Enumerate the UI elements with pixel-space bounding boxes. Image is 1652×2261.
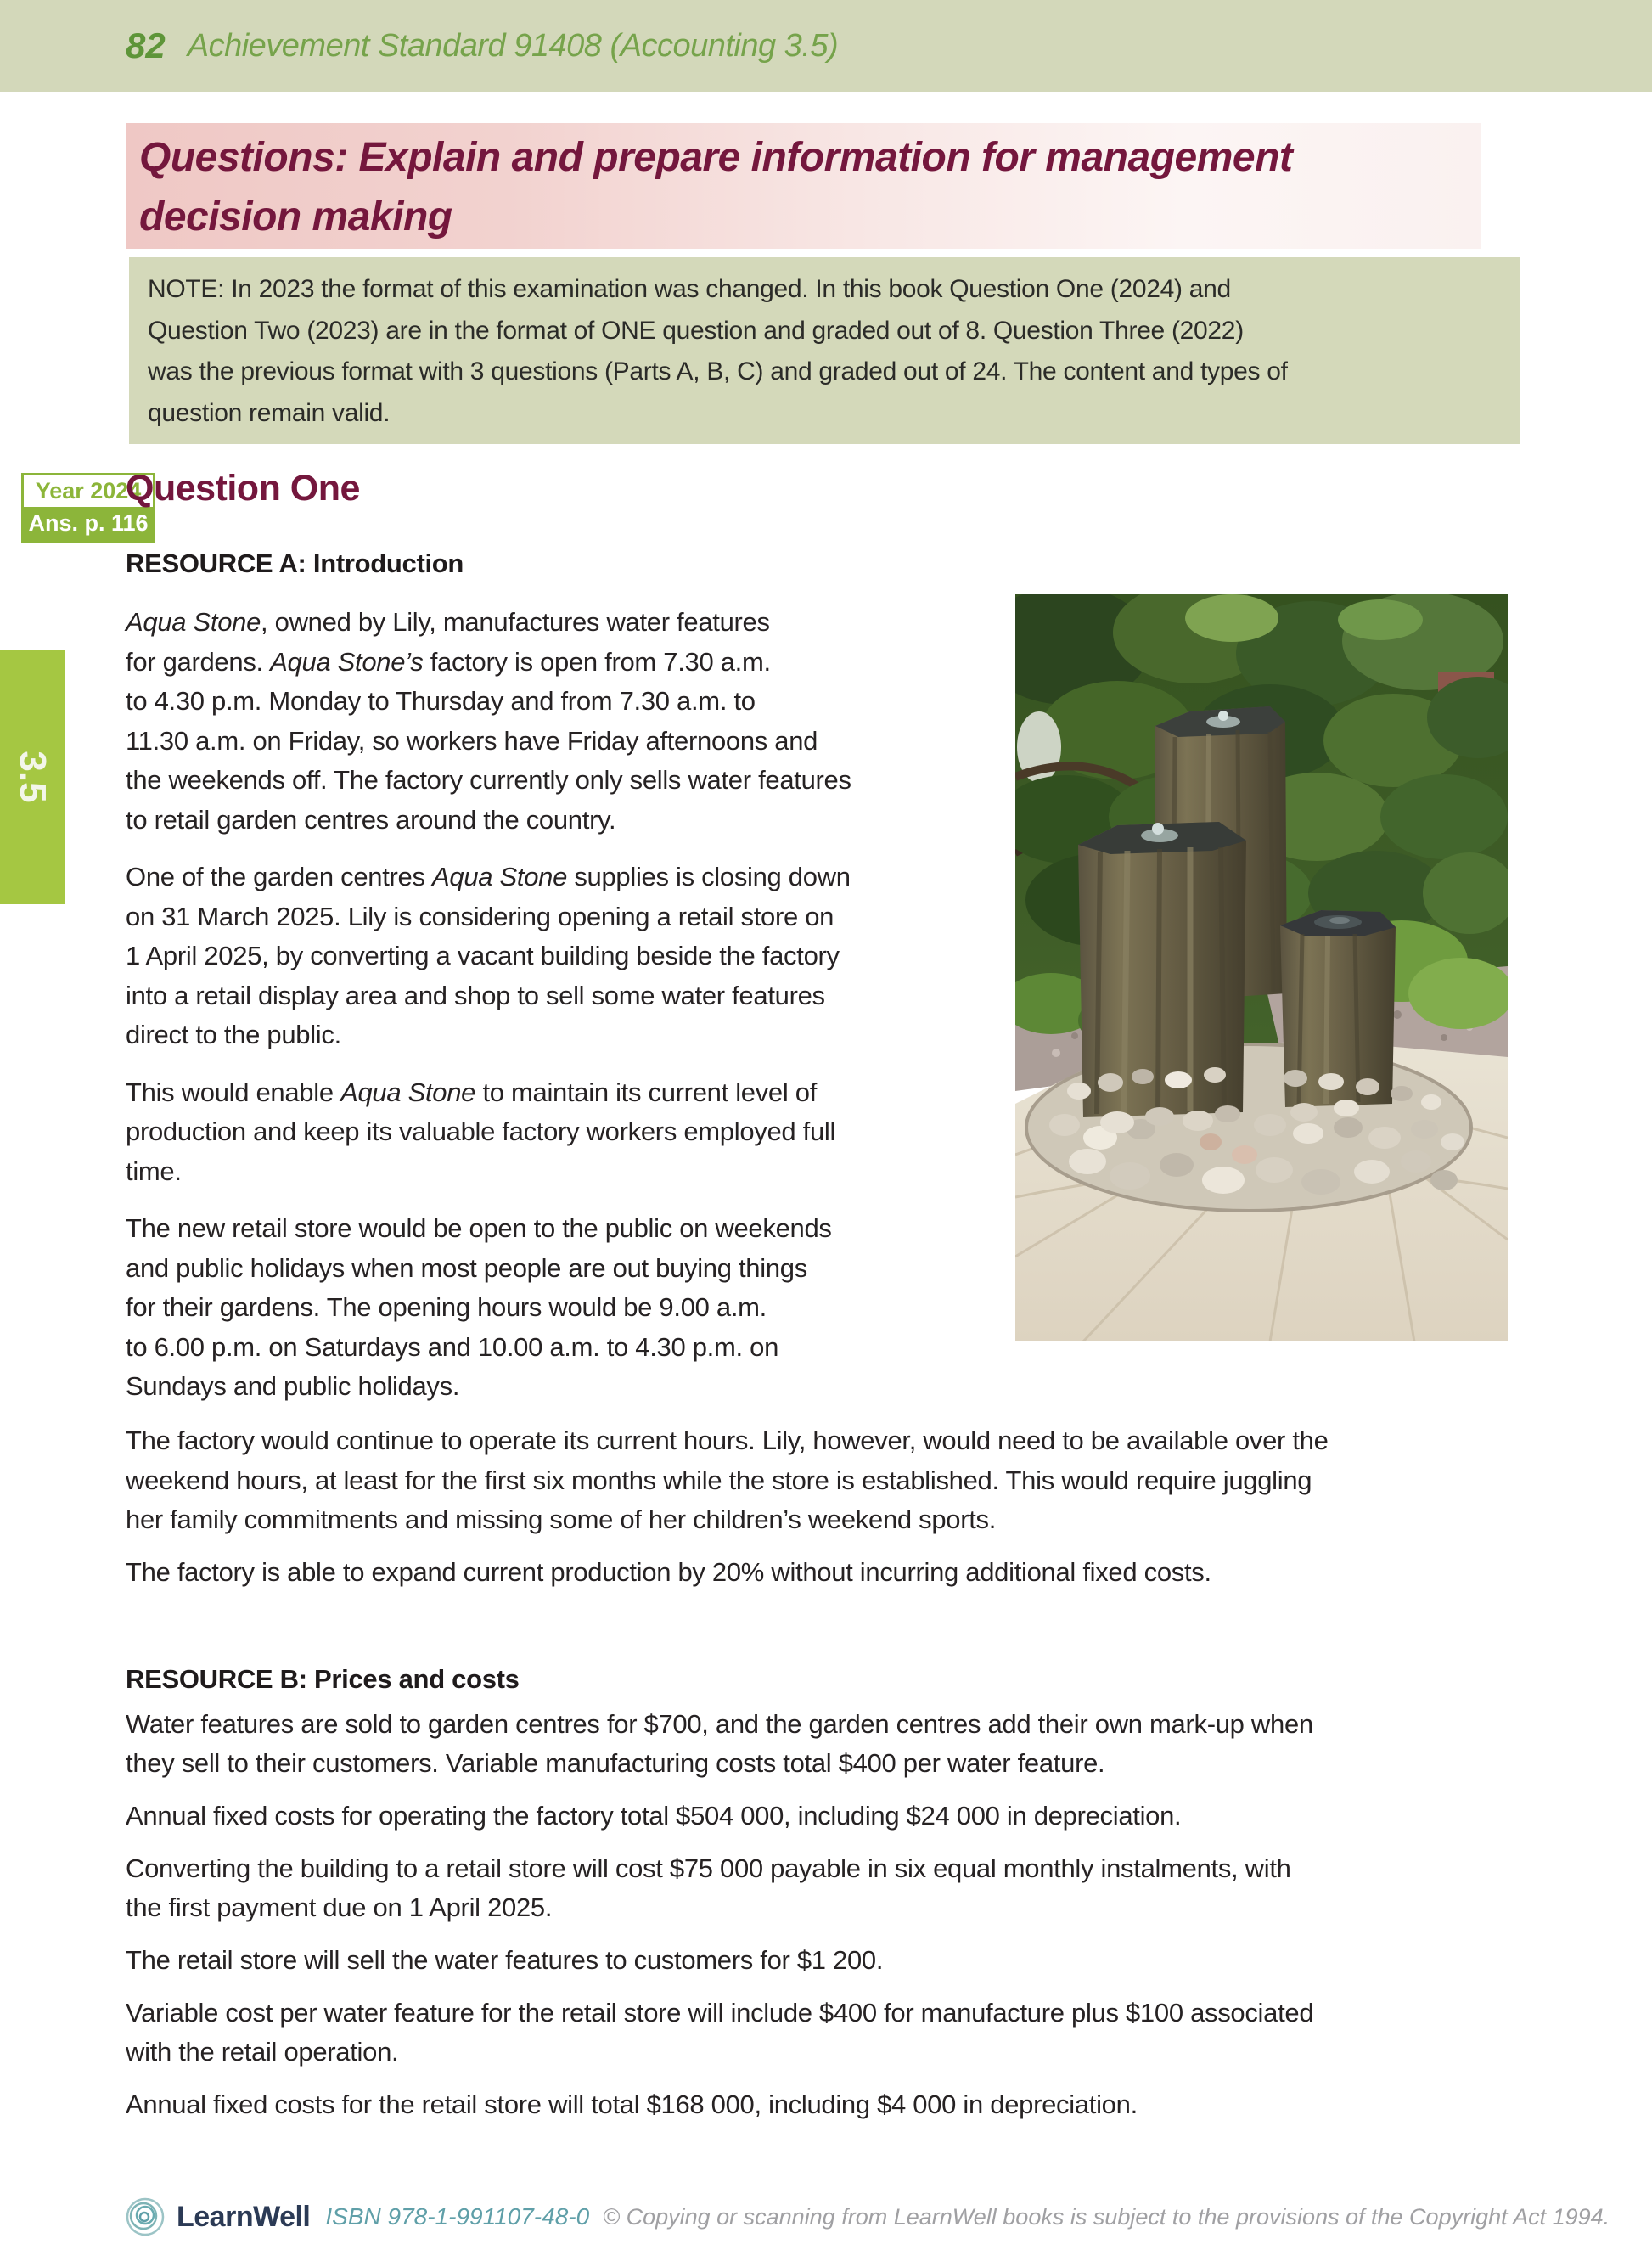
text-line: Aqua Stone, owned by Lily, manufactures water features	[126, 607, 770, 637]
text-line: Questions: Explain and prepare information for management	[139, 135, 1293, 180]
text-line: Annual fixed costs for operating the factory total $504 000, including $24 000 in depreciation.	[126, 1801, 1182, 1831]
page-footer	[124, 2196, 1610, 2238]
text-line: to retail garden centres around the country.	[126, 804, 616, 835]
text-line: weekend hours, at least for the first six months while the store is established. This would require juggling	[126, 1465, 1312, 1495]
paragraph	[126, 1705, 1560, 1783]
text-line: into a retail display area and shop to sell some water features	[126, 980, 825, 1010]
paragraph	[126, 1941, 1560, 1980]
text-line: Annual fixed costs for the retail store will total $168 000, including $4 000 in depreciation.	[126, 2089, 1138, 2119]
text-line: to 6.00 p.m. on Saturdays and 10.00 a.m. to 4.30 p.m. on	[126, 1331, 779, 1362]
text-line: with the retail operation.	[126, 2037, 399, 2067]
page-header-title: Achievement Standard 91408 (Accounting 3.5)	[187, 27, 839, 64]
paragraph	[126, 603, 1025, 840]
paragraph	[126, 1849, 1560, 1927]
text-line: her family commitments and missing some of her children’s weekend sports.	[126, 1505, 997, 1534]
paragraph	[126, 2085, 1560, 2124]
text-line: Sundays and public holidays.	[126, 1371, 460, 1401]
water-feature-photo	[1015, 594, 1508, 1341]
question-one-title: Question One	[126, 468, 360, 509]
text-line: Variable cost per water feature for the retail store will include $400 for manufacture plus $100 associated	[126, 1998, 1314, 2028]
resource-a-heading: RESOURCE A: Introduction	[126, 548, 464, 578]
text-line: for their gardens. The opening hours would be 9.00 a.m.	[126, 1292, 767, 1322]
brand-name: LearnWell	[177, 2200, 311, 2233]
note-box	[129, 257, 1520, 444]
text-line: to 4.30 p.m. Monday to Thursday and from 7.30 a.m. to	[126, 686, 756, 716]
side-tab-label: 3.5	[12, 751, 53, 803]
text-line: they sell to their customers. Variable manufacturing costs total $400 per water feature.	[126, 1748, 1105, 1778]
text-line: This would enable Aqua Stone to maintain its current level of	[126, 1077, 818, 1107]
copyright-text: © Copying or scanning from LearnWell books is subject to the provisions of the Copyright Act 1994.	[603, 2203, 1610, 2230]
learnwell-spiral-logo-icon	[124, 2196, 166, 2238]
resource-a-text-beside-photo	[126, 603, 1025, 1425]
paragraph	[126, 1553, 1560, 1593]
resource-b-text	[126, 1705, 1560, 2138]
paragraph	[126, 858, 1025, 1055]
text-line: decision making	[139, 194, 452, 239]
text-line: question remain valid.	[148, 398, 391, 427]
answer-page-label: Ans. p. 116	[24, 507, 153, 540]
section-banner	[126, 123, 1481, 249]
text-line: Converting the building to a retail store will cost $75 000 payable in six equal monthly instalments, with	[126, 1853, 1291, 1883]
text-line: the first payment due on 1 April 2025.	[126, 1893, 553, 1922]
text-line: for gardens. Aqua Stone’s factory is open from 7.30 a.m.	[126, 646, 771, 677]
text-line: and public holidays when most people are out buying things	[126, 1252, 807, 1283]
page-header-band	[0, 0, 1652, 92]
text-line: NOTE: In 2023 the format of this examination was changed. In this book Question One (2024) and	[148, 275, 1231, 303]
standard-side-tab	[0, 650, 65, 904]
resource-b-heading: RESOURCE B: Prices and costs	[126, 1664, 520, 1694]
text-line: The factory would continue to operate its current hours. Lily, however, would need to be available over the	[126, 1426, 1329, 1455]
text-line: time.	[126, 1156, 182, 1186]
text-line: the weekends off. The factory currently only sells water features	[126, 765, 851, 795]
paragraph	[126, 1209, 1025, 1407]
text-line: production and keep its valuable factory workers employed full	[126, 1116, 836, 1146]
text-line: The factory is able to expand current production by 20% without incurring additional fixed costs.	[126, 1556, 1211, 1587]
text-line: Question Two (2023) are in the format of ONE question and graded out of 8. Question Three (2022)	[148, 316, 1244, 345]
text-line: was the previous format with 3 questions (Parts A, B, C) and graded out of 24. The content and types of	[148, 357, 1288, 385]
resource-a-text-full-width	[126, 1421, 1560, 1605]
text-line: Water features are sold to garden centres for $700, and the garden centres add their own mark-up when	[126, 1709, 1313, 1739]
text-line: 1 April 2025, by converting a vacant building beside the factory	[126, 941, 840, 970]
year-tag-label: Year 2024	[24, 475, 153, 507]
page-number: 82	[126, 25, 166, 65]
text-line: The retail store will sell the water features to customers for $1 200.	[126, 1945, 884, 1975]
paragraph	[126, 1073, 1025, 1192]
text-line: 11.30 a.m. on Friday, so workers have Friday afternoons and	[126, 725, 818, 756]
paragraph	[126, 1797, 1560, 1836]
text-line: on 31 March 2025. Lily is considering opening a retail store on	[126, 901, 834, 931]
text-line: The new retail store would be open to the public on weekends	[126, 1213, 832, 1243]
paragraph	[126, 1421, 1560, 1540]
water-feature-illustration	[1015, 594, 1508, 1341]
paragraph	[126, 1994, 1560, 2072]
text-line: One of the garden centres Aqua Stone supplies is closing down	[126, 862, 851, 891]
text-line: direct to the public.	[126, 1020, 341, 1049]
isbn-text: ISBN 978-1-991107-48-0	[325, 2203, 590, 2230]
